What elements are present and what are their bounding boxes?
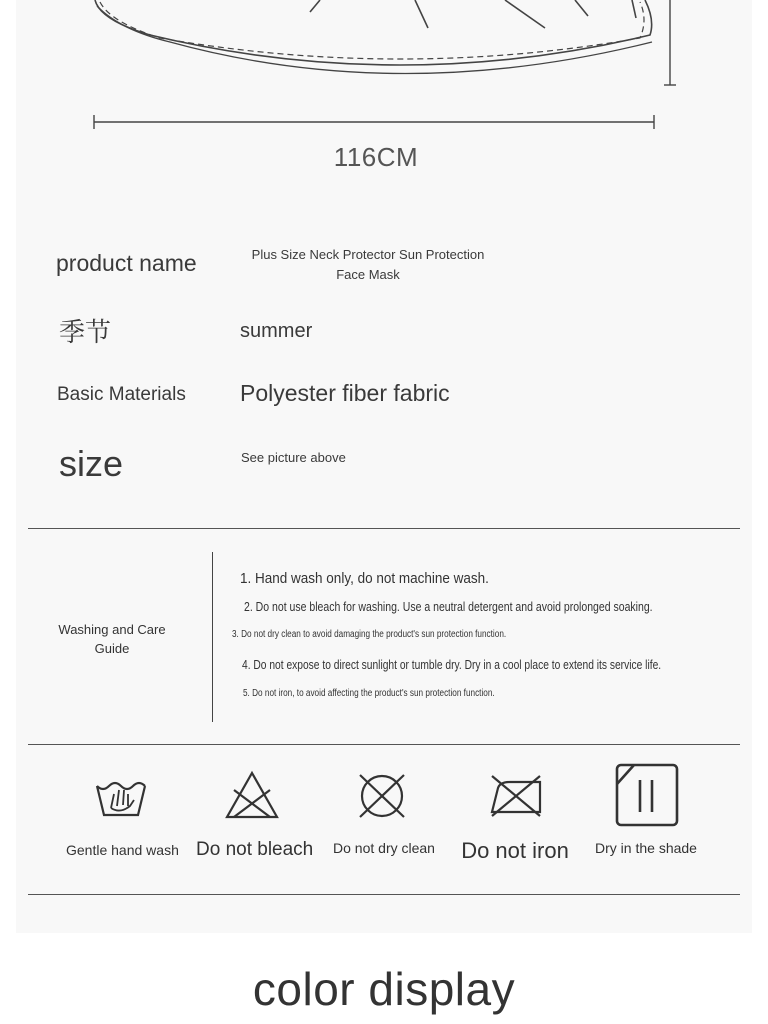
care-item-5: 5. Do not iron, to avoid affecting the product's sun protection function. bbox=[243, 688, 495, 699]
width-dimension-label: 116CM bbox=[333, 142, 419, 172]
color-display-heading: color display bbox=[252, 963, 516, 1015]
care-guide-separator bbox=[212, 552, 213, 722]
spec-value-product-name: Plus Size Neck Protector Sun Protection Face Mask bbox=[251, 247, 485, 282]
divider-top bbox=[28, 528, 740, 529]
spec-key-season: 季节 bbox=[59, 317, 112, 347]
care-item-1: 1. Hand wash only, do not machine wash. bbox=[240, 570, 489, 587]
no-iron-label: Do not iron bbox=[461, 838, 569, 863]
care-item-3: 3. Do not dry clean to avoid damaging the product's sun protection function. bbox=[232, 629, 507, 640]
dry-in-shade-label: Dry in the shade bbox=[595, 840, 697, 856]
dry-in-shade-icon bbox=[614, 762, 680, 828]
no-iron-icon bbox=[488, 772, 544, 818]
no-dry-clean-label: Do not dry clean bbox=[333, 840, 435, 856]
product-outline-illustration bbox=[0, 0, 768, 140]
spec-value-season: summer bbox=[240, 320, 313, 342]
divider-middle bbox=[28, 744, 740, 745]
spec-key-size: size bbox=[59, 443, 124, 484]
no-bleach-icon bbox=[224, 770, 280, 820]
spec-value-size: See picture above bbox=[241, 450, 346, 465]
hand-wash-icon bbox=[94, 770, 148, 820]
spec-value-materials: Polyester fiber fabric bbox=[240, 380, 450, 406]
no-dry-clean-icon bbox=[356, 772, 408, 820]
no-bleach-label: Do not bleach bbox=[196, 839, 314, 860]
divider-bottom bbox=[28, 894, 740, 895]
spec-key-materials: Basic Materials bbox=[57, 384, 186, 405]
care-item-4: 4. Do not expose to direct sunlight or tumble dry. Dry in a cool place to extend its service life. bbox=[242, 658, 662, 672]
spec-key-product-name: product name bbox=[56, 250, 197, 276]
care-item-2: 2. Do not use bleach for washing. Use a neutral detergent and avoid prolonged soaking. bbox=[244, 600, 653, 614]
care-guide-title: Washing and Care Guide bbox=[58, 622, 166, 656]
hand-wash-label: Gentle hand wash bbox=[66, 842, 179, 858]
